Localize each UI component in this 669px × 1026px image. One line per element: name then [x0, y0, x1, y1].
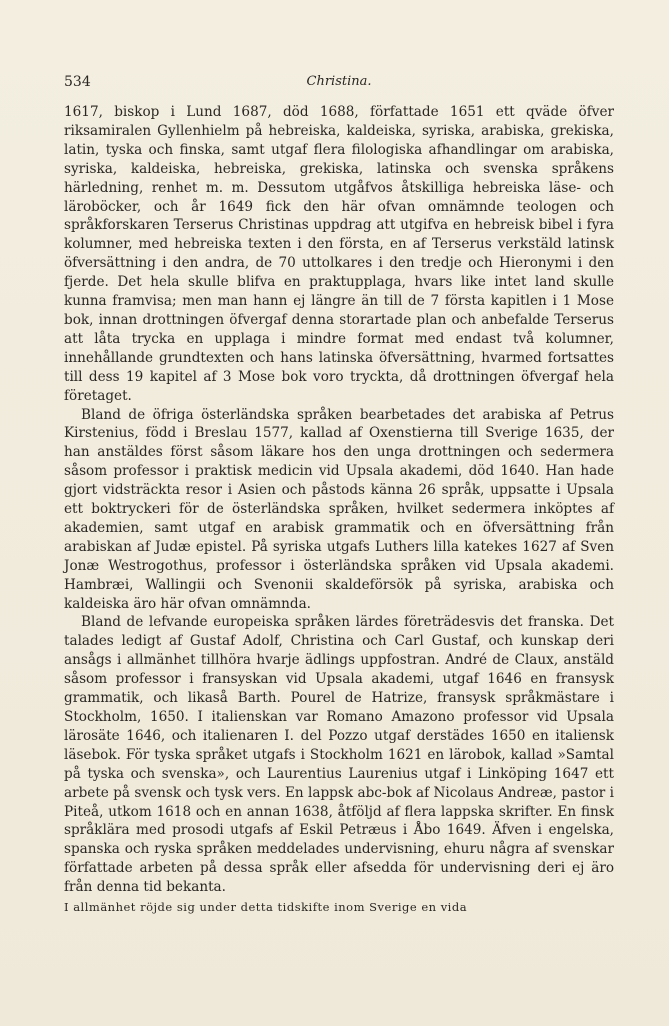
- page-number: 534: [64, 74, 91, 90]
- page-header: [64, 74, 614, 96]
- paragraph-european-languages: Bland de lefvande europeiska språken lärdes företrädesvis det franska. Det talades ledigt af Gustaf Adolf, Christina och Carl Gustaf, och kunskap deri ansågs i allmänhet tillhöra hvarje ädlings uppfostran. André de Claux, anstäld såsom professor i fransyskan vid Upsala akademi, utgaf 1646 en fransysk grammatik, och likaså Barth. Pourel de Hatrize, fransysk språkmästare i Stockholm, 1650. I italienskan var Romano Amazono professor vid Upsala lärosäte 1646, och italienaren I. del Pozzo utgaf derstädes 1650 en italiensk läsebok. För tyska språket utgafs i Stockholm 1621 en lärobok, kallad »Samtal på tyska och svenska», och Laurentius Laurenius utgaf i Linköping 1647 ett arbete på svensk och tysk vers. En lappsk abc-bok af Nicolaus Andreæ, pastor i Piteå, utkom 1618 och en annan 1638, åtföljd af flera lappska skrifter. En finsk språklära med prosodi utgafs af Eskil Petræus i Åbo 1649. Äfven i engelska, spanska och ryska språken meddelades undervisning, ehuru några af svenskar författade arbeten på dessa språk eller afsedda för undervisning deri ej äro från denna tid bekanta.: [64, 614, 614, 896]
- running-title: Christina.: [306, 74, 372, 89]
- paragraph-oriental-languages: Bland de öfriga österländska språken bearbetades det arabiska af Petrus Kirstenius, född i Breslau 1577, kallad af Oxenstierna till Sverige 1635, der han anstäldes först såsom läkare hos den unga drottningen och sedermera såsom professor i praktisk medicin vid Upsala akademi, död 1640. Han hade gjort vidsträckta resor i Asien och påstods känna 26 språk, uppsatte i Upsala ett boktryckeri för de österländska språken, hvilket sedermera inköptes af akademien, samt utgaf en arabisk grammatik och en öfversättning från arabiskan af Judæ epistel. På syriska utgafs Luthers lilla katekes 1627 af Sven Jonæ Westrogothus, professor i österländska språken vid Upsala akademi. Hambræi, Wallingii och Svenonii skaldeförsök på syriska, arabiska och kaldeiska äro här ofvan omnämnda.: [64, 406, 614, 612]
- paragraph-hebrew-studies: 1617, biskop i Lund 1687, död 1688, författade 1651 ett qväde öfver riksamiralen Gyllenhielm på hebreiska, kaldeiska, syriska, arabiska, grekiska, latin, tyska och finska, samt utgaf flera filologiska afhandlingar om arabiska, syriska, kaldeiska, hebreiska, grekiska, latinska och svenska språkens härledning, renhet m. m. Dessutom utgåfvos åtskilliga hebreiska läse- och läroböcker, och år 1649 fick den här ofvan omnämnde teologen och språkforskaren Terserus Christinas uppdrag att utgifva en hebreisk bibel i fyra kolumner, med hebreiska texten i den första, en af Terserus verkstäld latinsk öfversättning i den andra, de 70 uttolkares i den tredje och Hieronymi i den fjerde. Det hela skulle blifva en praktupplaga, hvars like intet land skulle kunna framvisa; men man hann ej längre än till de 7 första kapitlen i 1 Mose bok, innan drottningen öfvergaf denna storartade plan och anbefalde Terserus att låta trycka en upplaga i mindre format med endast två kolumner, innehållande grundtexten och hans latinska öfversättning, hvarmed fortsattes till dess 19 kapitel af 3 Mose bok voro tryckta, då drottningen öfvergaf hela företaget.: [64, 104, 614, 404]
- body-text: [64, 103, 614, 917]
- paragraph-continuation: I allmänhet röjde sig under detta tidskifte inom Sverige en vida: [64, 900, 468, 915]
